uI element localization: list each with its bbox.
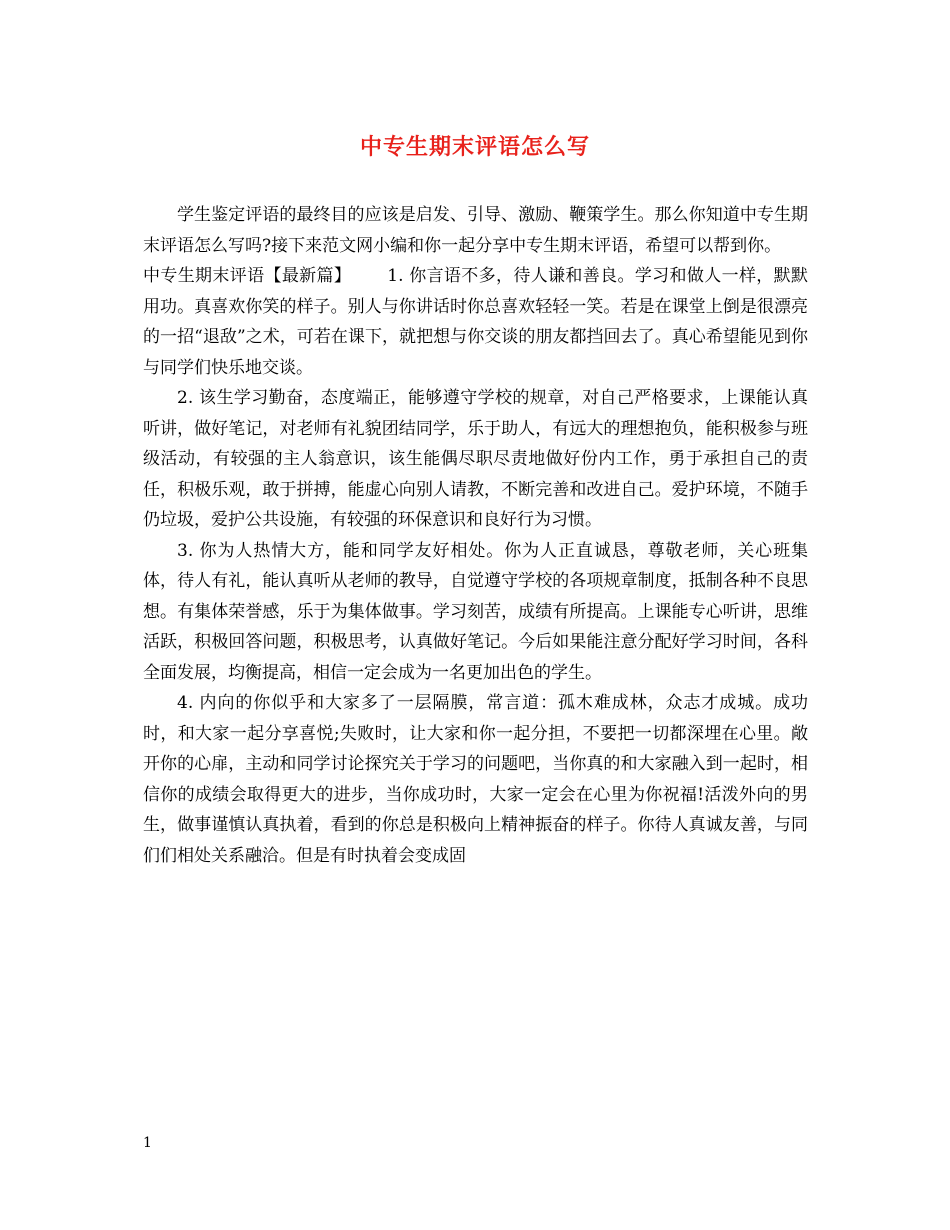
section-paragraph-1	[143, 261, 808, 383]
comment-item-2: 2. 该生学习勤奋，态度端正，能够遵守学校的规章，对自己严格要求，上课能认真听讲，做好笔记，对老师有礼貌团结同学，乐于助人，有远大的理想抱负，能积极参与班级活动，有较强的主人翁意识，该生能偶尽职尽责地做好份内工作，勇于承担自己的责任，积极乐观，敢于拼搏，能虚心向别人请教，不断完善和改进自己。爱护环境，不随手仍垃圾，爱护公共设施，有较强的环保意识和良好行为习惯。	[143, 388, 808, 530]
comment-item-3: 3. 你为人热情大方，能和同学友好相处。你为人正直诚恳，尊敬老师，关心班集体，待人有礼，能认真听从老师的教导，自觉遵守学校的各项规章制度，抵制各种不良思想。有集体荣誉感，乐于为集体做事。学习刻苦，成绩有所提高。上课能专心听讲，思维活跃，积极回答问题，积极思考，认真做好笔记。今后如果能注意分配好学习时间，各科全面发展，均衡提高，相信一定会成为一名更加出色的学生。	[143, 540, 808, 683]
comment-item-1: 1. 你言语不多，待人谦和善良。学习和做人一样，默默用功。真喜欢你笑的样子。别人与你讲话时你总喜欢轻轻一笑。若是在课堂上倒是很漂亮的一招“退敌”之术，可若在课下，就把想与你交谈的朋友都挡回去了。真心希望能见到你与同学们快乐地交谈。	[143, 266, 809, 378]
page-number: 1	[143, 1135, 152, 1151]
document-body	[143, 200, 808, 871]
document-title: 中专生期末评语怎么写	[359, 134, 590, 160]
section-heading: 中专生期末评语【最新篇】	[143, 266, 352, 286]
comment-item-4: 4. 内向的你似乎和大家多了一层隔膜，常言道：孤木难成林，众志才成城。成功时，和大家一起分享喜悦;失败时，让大家和你一起分担，不要把一切都深埋在心里。敞开你的心扉，主动和同学讨论探究关于学习的问题吧，当你真的和大家融入到一起时，相信你的成绩会取得更大的进步，当你成功时，大家一定会在心里为你祝福!活泼外向的男生，做事谨慎认真执着，看到的你总是积极向上精神振奋的样子。你待人真诚友善，与同们们相处关系融洽。但是有时执着会变成固	[143, 693, 808, 866]
intro-paragraph: 学生鉴定评语的最终目的应该是启发、引导、激励、鞭策学生。那么你知道中专生期末评语怎么写吗?接下来范文网小编和你一起分享中专生期末评语，希望可以帮到你。	[143, 205, 808, 256]
